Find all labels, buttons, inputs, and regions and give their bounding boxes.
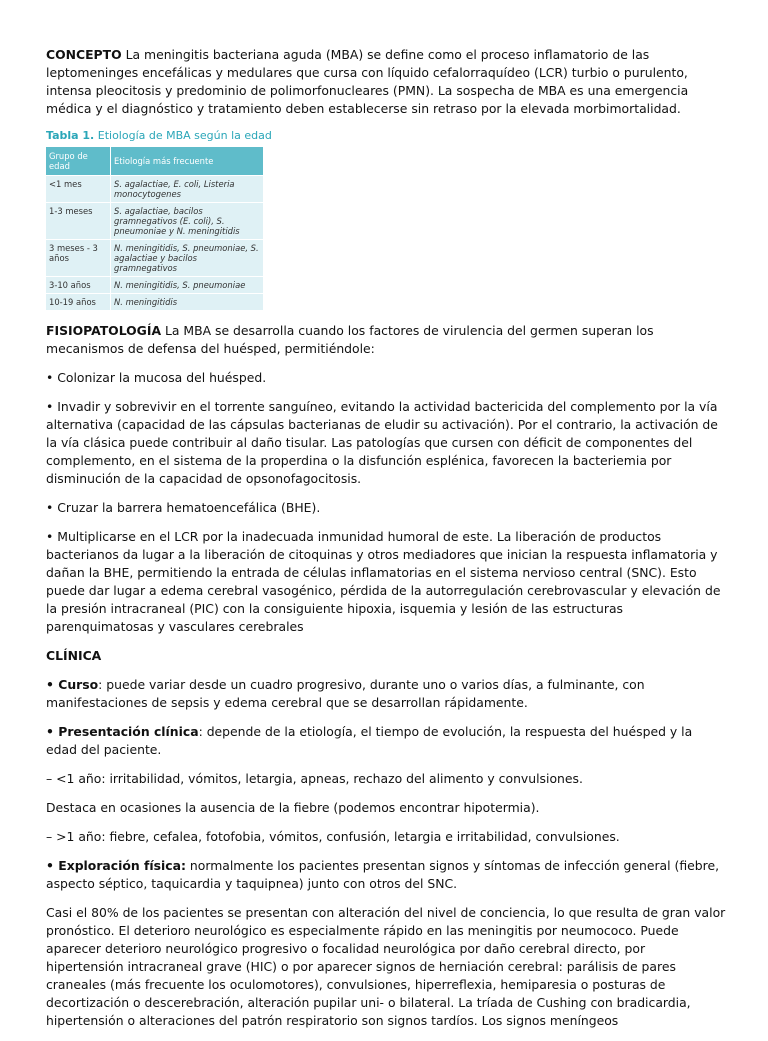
table-cell-age: 10-19 años (46, 294, 111, 311)
table-row (46, 176, 264, 203)
table-row (46, 277, 264, 294)
etiology-table (46, 147, 264, 310)
fisiopatologia-paragraph (46, 322, 726, 358)
concepto-text: La meningitis bacteriana aguda (MBA) se define como el proceso inflamatorio de las leptomeninges encefálicas y medulares que cursa con líquido cefalorraquídeo (LCR) turbio o purulento, intensa pleocitosis y predominio de polimorfonucleares (PMN). La sospecha de MBA es una emergencia médica y el diagnóstico y tratamiento deben establecerse sin retraso por la elevada morbimortalidad. (46, 47, 689, 116)
table-cell-etiology: S. agalactiae, E. coli, Listeria monocytogenes (111, 176, 264, 203)
table-cell-etiology: N. meningitidis, S. pneumoniae (111, 277, 264, 294)
curso-text: : puede variar desde un cuadro progresivo, durante uno o varios días, a fulminante, con manifestaciones de sepsis y edema cerebral que se desarrollan rápidamente. (46, 677, 645, 710)
table-header-row (46, 147, 264, 176)
etiology-table-block (46, 129, 726, 310)
menor-un-ano-paragraph: – <1 año: irritabilidad, vómitos, letargia, apneas, rechazo del alimento y convulsiones. (46, 771, 583, 786)
curso-paragraph (46, 676, 726, 712)
table-row (46, 240, 264, 277)
concepto-heading: CONCEPTO (46, 47, 122, 62)
table-cell-age: 3-10 años (46, 277, 111, 294)
concepto-paragraph (46, 46, 726, 118)
table-cell-age: 1-3 meses (46, 203, 111, 240)
table-caption-number: Tabla 1. (46, 129, 95, 142)
table-cell-etiology: N. meningitidis, S. pneumoniae, S. agalactiae y bacilos gramnegativos (111, 240, 264, 277)
exploracion-text: normalmente los pacientes presentan signos y síntomas de infección general (fiebre, aspecto séptico, taquicardia y taquipnea) junto con otros del SNC. (46, 858, 720, 891)
exploracion-paragraph (46, 857, 726, 893)
curso-label: • Curso (46, 677, 99, 692)
fisiopatologia-text: La MBA se desarrolla cuando los factores de virulencia del germen superan los mecanismos de defensa del huésped, permitiéndole: (46, 323, 654, 356)
table-cell-age: <1 mes (46, 176, 111, 203)
final-paragraph: Casi el 80% de los pacientes se presentan con alteración del nivel de conciencia, lo que resulta de gran valor pronóstico. El deterioro neurológico es especialmente rápido en las meningitis por neumococo. Puede aparecer deterioro neurológico progresivo o focalidad neurológica por daño cerebral directo, por hipertensión intracraneal grave (HIC) o por aparecer signos de herniación cerebral: parálisis de pares craneales (más frecuente los oculomotores), convulsiones, hiperreflexia, hemiparesia o posturas de decortización o descerebración, alteración pupilar uni- o bilateral. La tríada de Cushing con bradicardia, hipertensión o alteraciones del patrón respiratorio son signos tardíos. Los signos meníngeos (46, 905, 726, 1028)
presentacion-label: • Presentación clínica (46, 724, 199, 739)
exploracion-label: • Exploración física: (46, 858, 186, 873)
table-header-etiology: Etiología más frecuente (111, 147, 264, 176)
bullet-item: • Multiplicarse en el LCR por la inadecuada inmunidad humoral de este. La liberación de productos bacterianos da lugar a la liberación de citoquinas y otros mediadores que inician la respuesta inflamatoria y dañan la BHE, permitiendo la entrada de células inflamatorias en el sistema nervioso central (SNC). Esto puede dar lugar a edema cerebral vasogénico, pérdida de la autorregulación cerebrovascular y elevación de la presión intracraneal (PIC) con la consiguiente hipoxia, isquemia y lesión de las estructuras parenquimatosas y vasculares cerebrales (46, 529, 721, 634)
table-row (46, 203, 264, 240)
table-caption-text: Etiología de MBA según la edad (94, 129, 272, 142)
table-header-age: Grupo de edad (46, 147, 111, 176)
bullet-item: • Colonizar la mucosa del huésped. (46, 370, 267, 385)
bullet-item: • Cruzar la barrera hematoencefálica (BHE). (46, 500, 321, 515)
presentacion-text: : depende de la etiología, el tiempo de evolución, la respuesta del huésped y la edad del paciente. (46, 724, 693, 757)
table-cell-age: 3 meses - 3 años (46, 240, 111, 277)
mayor-un-ano-paragraph: – >1 año: fiebre, cefalea, fotofobia, vómitos, confusión, letargia e irritabilidad, convulsiones. (46, 829, 620, 844)
table-caption (46, 129, 726, 143)
table-row (46, 294, 264, 311)
bullet-item: • Invadir y sobrevivir en el torrente sanguíneo, evitando la actividad bactericida del complemento por la vía alternativa (capacidad de las cápsulas bacterianas de eludir su activación). Por el contrario, la activación de la vía clásica puede contribuir al daño tisular. Las patologías que cursen con déficit de componentes del complemento, en el sistema de la properdina o la disfunción esplénica, favorecen la bacteriemia por disminución de la capacidad de opsonofagocitosis. (46, 399, 718, 486)
table-cell-etiology: S. agalactiae, bacilos gramnegativos (E. coli), S. pneumoniae y N. meningitidis (111, 203, 264, 240)
clinica-heading-paragraph (46, 647, 726, 665)
table-cell-etiology: N. meningitidis (111, 294, 264, 311)
presentacion-paragraph (46, 723, 726, 759)
fisiopatologia-heading: FISIOPATOLOGÍA (46, 323, 162, 338)
fiebre-paragraph: Destaca en ocasiones la ausencia de la fiebre (podemos encontrar hipotermia). (46, 800, 540, 815)
document-page (46, 46, 726, 1041)
clinica-heading: CLÍNICA (46, 648, 102, 663)
